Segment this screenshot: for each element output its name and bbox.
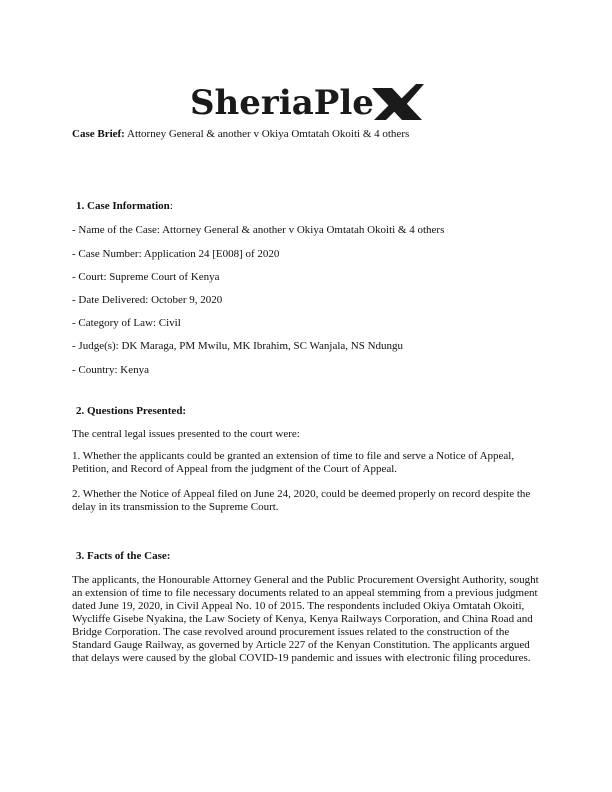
facts-paragraph: The applicants, the Honourable Attorney General and the Public Procurement Oversight Authority, sought an extension of time to file necessary documents related to an appeal stemming from a previous judgment dated June 19, 2020, in Civil Appeal No. 10 of 2015. The respondents included Okiya Omtatah Okoiti, Wycliffe Gisebe Nyakina, the Law Society of Kenya, Kenya Railways Corporation, and China Road and Bridge Corporation. The case revolved around procurement issues related to the construction of the Standard Gauge Railway, as governed by Article 227 of the Kenyan Constitution. The applicants argued that delays were caused by the global COVID-19 pandemic and issues with electronic filing procedures. <box>72 574 539 664</box>
case-info-item: - Country: Kenya <box>72 364 149 376</box>
case-info-item: - Date Delivered: October 9, 2020 <box>72 294 223 306</box>
case-brief-label: Case Brief: <box>72 128 125 140</box>
case-brief-line <box>72 128 409 140</box>
sheriaplex-logo <box>0 70 612 130</box>
section-heading-facts: 3. Facts of the Case: <box>76 550 171 562</box>
section-heading-questions: 2. Questions Presented: <box>76 405 187 417</box>
case-info-item: - Category of Law: Civil <box>72 317 181 329</box>
case-info-item: - Court: Supreme Court of Kenya <box>72 271 220 283</box>
case-info-item: - Judge(s): DK Maraga, PM Mwilu, MK Ibrahim, SC Wanjala, NS Ndungu <box>72 340 404 352</box>
case-brief-title: Attorney General & another v Okiya Omtatah Okoiti & 4 others <box>127 128 410 140</box>
question-item: 2. Whether the Notice of Appeal filed on June 24, 2020, could be deemed properly on record despite the delay in its transmission to the Supreme Court. <box>72 488 531 513</box>
case-info-item: - Case Number: Application 24 [E008] of 2020 <box>72 248 280 260</box>
case-info-item: - Name of the Case: Attorney General & another v Okiya Omtatah Okoiti & 4 others <box>72 224 445 236</box>
logo-x-mark-icon <box>372 84 424 120</box>
logo-wordmark: SheriaPle <box>190 83 374 123</box>
section-heading-case-information: 1. Case Information: <box>76 200 173 212</box>
question-item: 1. Whether the applicants could be granted an extension of time to file and serve a Notice of Appeal, Petition, and Record of Appeal from the judgment of the Court of Appeal. <box>72 450 515 475</box>
questions-intro: The central legal issues presented to the court were: <box>72 428 300 440</box>
